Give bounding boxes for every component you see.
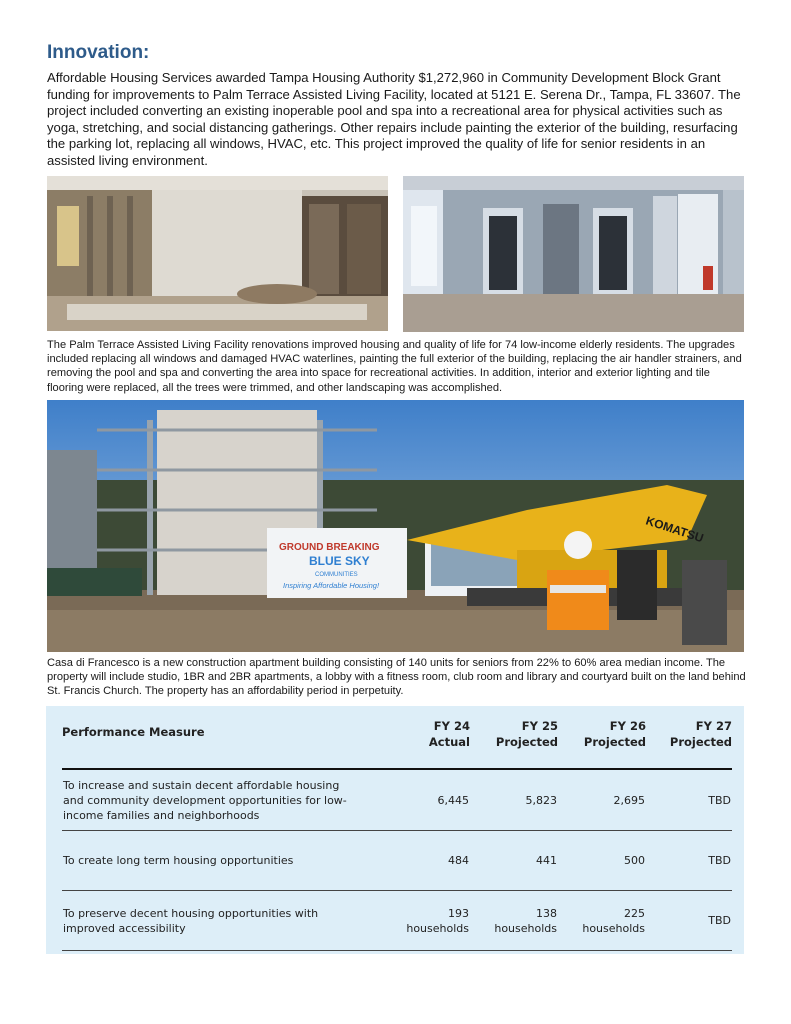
table-header-row — [62, 718, 732, 769]
innovation-paragraph: Affordable Housing Services awarded Tampa Housing Authority $1,272,960 in Community Development Block Grant funding for improvements to Palm Terrace Assisted Living Facility, located at 5121 E. Serena Dr., Tampa, FL 33607. The project included converting an existing inoperable pool and spa into a recreational area for physical activities such as yoga, stretching, and social distancing gatherings. Other repairs include painting the exterior of the building, resurfacing the parking lot, replacing all windows, HVAC, etc. This project improved the quality of life for senior residents in an assisted living environment. — [47, 70, 741, 168]
fy27-cell: TBD — [646, 831, 732, 891]
fy26-cell: 225 households — [558, 891, 646, 951]
table-row — [62, 831, 732, 891]
table-row — [62, 769, 732, 831]
measure-cell: To increase and sustain decent affordable housing and community development opportunities for low-income families and neighborhoods — [62, 769, 382, 831]
fy27-cell: TBD — [646, 769, 732, 831]
fy25-cell: 5,823 — [470, 769, 558, 831]
sign-brand-name: BLUE SKY — [309, 554, 370, 568]
fy26-cell: 2,695 — [558, 769, 646, 831]
casa-caption: Casa di Francesco is a new construction apartment building consisting of 140 units for seniors from 22% to 60% area median income. The property will include studio, 1BR and 2BR apartments, a lobby with a fitness room, club room and library and courtyard built on the land behind St. Francis Church. The property has an affordability period in perpetuity. — [47, 657, 746, 698]
table-row — [62, 891, 732, 951]
measure-cell: To preserve decent housing opportunities with improved accessibility — [62, 891, 382, 951]
performance-table — [62, 718, 732, 951]
ground-breaking-ribbon: GROUND BREAKING — [279, 542, 380, 553]
pool-renovation-photo — [47, 176, 388, 331]
measure-cell: To create long term housing opportunities — [62, 831, 382, 891]
fy24-cell: 6,445 — [382, 769, 470, 831]
innovation-heading: Innovation: — [47, 42, 150, 63]
sign-tagline: Inspiring Affordable Housing! — [283, 581, 380, 590]
header-fy25: FY 25 Projected — [470, 718, 558, 769]
construction-site-photo — [47, 400, 744, 652]
excavator-brand: KOMATSU — [644, 513, 706, 546]
fy24-cell: 193 households — [382, 891, 470, 951]
header-fy27: FY 27 Projected — [646, 718, 732, 769]
fy25-cell: 138 households — [470, 891, 558, 951]
header-fy24: FY 24 Actual — [382, 718, 470, 769]
performance-table-panel — [46, 706, 744, 954]
header-performance-measure: Performance Measure — [62, 718, 382, 769]
fy25-cell: 441 — [470, 831, 558, 891]
corridor-photo — [403, 176, 744, 332]
fy26-cell: 500 — [558, 831, 646, 891]
sign-brand-subtitle: COMMUNITIES — [315, 572, 358, 578]
header-fy26: FY 26 Projected — [558, 718, 646, 769]
fy27-cell: TBD — [646, 891, 732, 951]
fy24-cell: 484 — [382, 831, 470, 891]
palm-terrace-caption: The Palm Terrace Assisted Living Facility renovations improved housing and quality of life for 74 low-income elderly residents. The upgrades included replacing all windows and damaged HVAC waterlines, painting the full exterior of the building, replacing the air handler strainers, and removing the pool and spa and converting the area into space for recreational activities. In addition, interior and exterior lighting and tile flooring were replaced, all the trees were trimmed, and other landscaping was accomplished. — [47, 339, 742, 394]
